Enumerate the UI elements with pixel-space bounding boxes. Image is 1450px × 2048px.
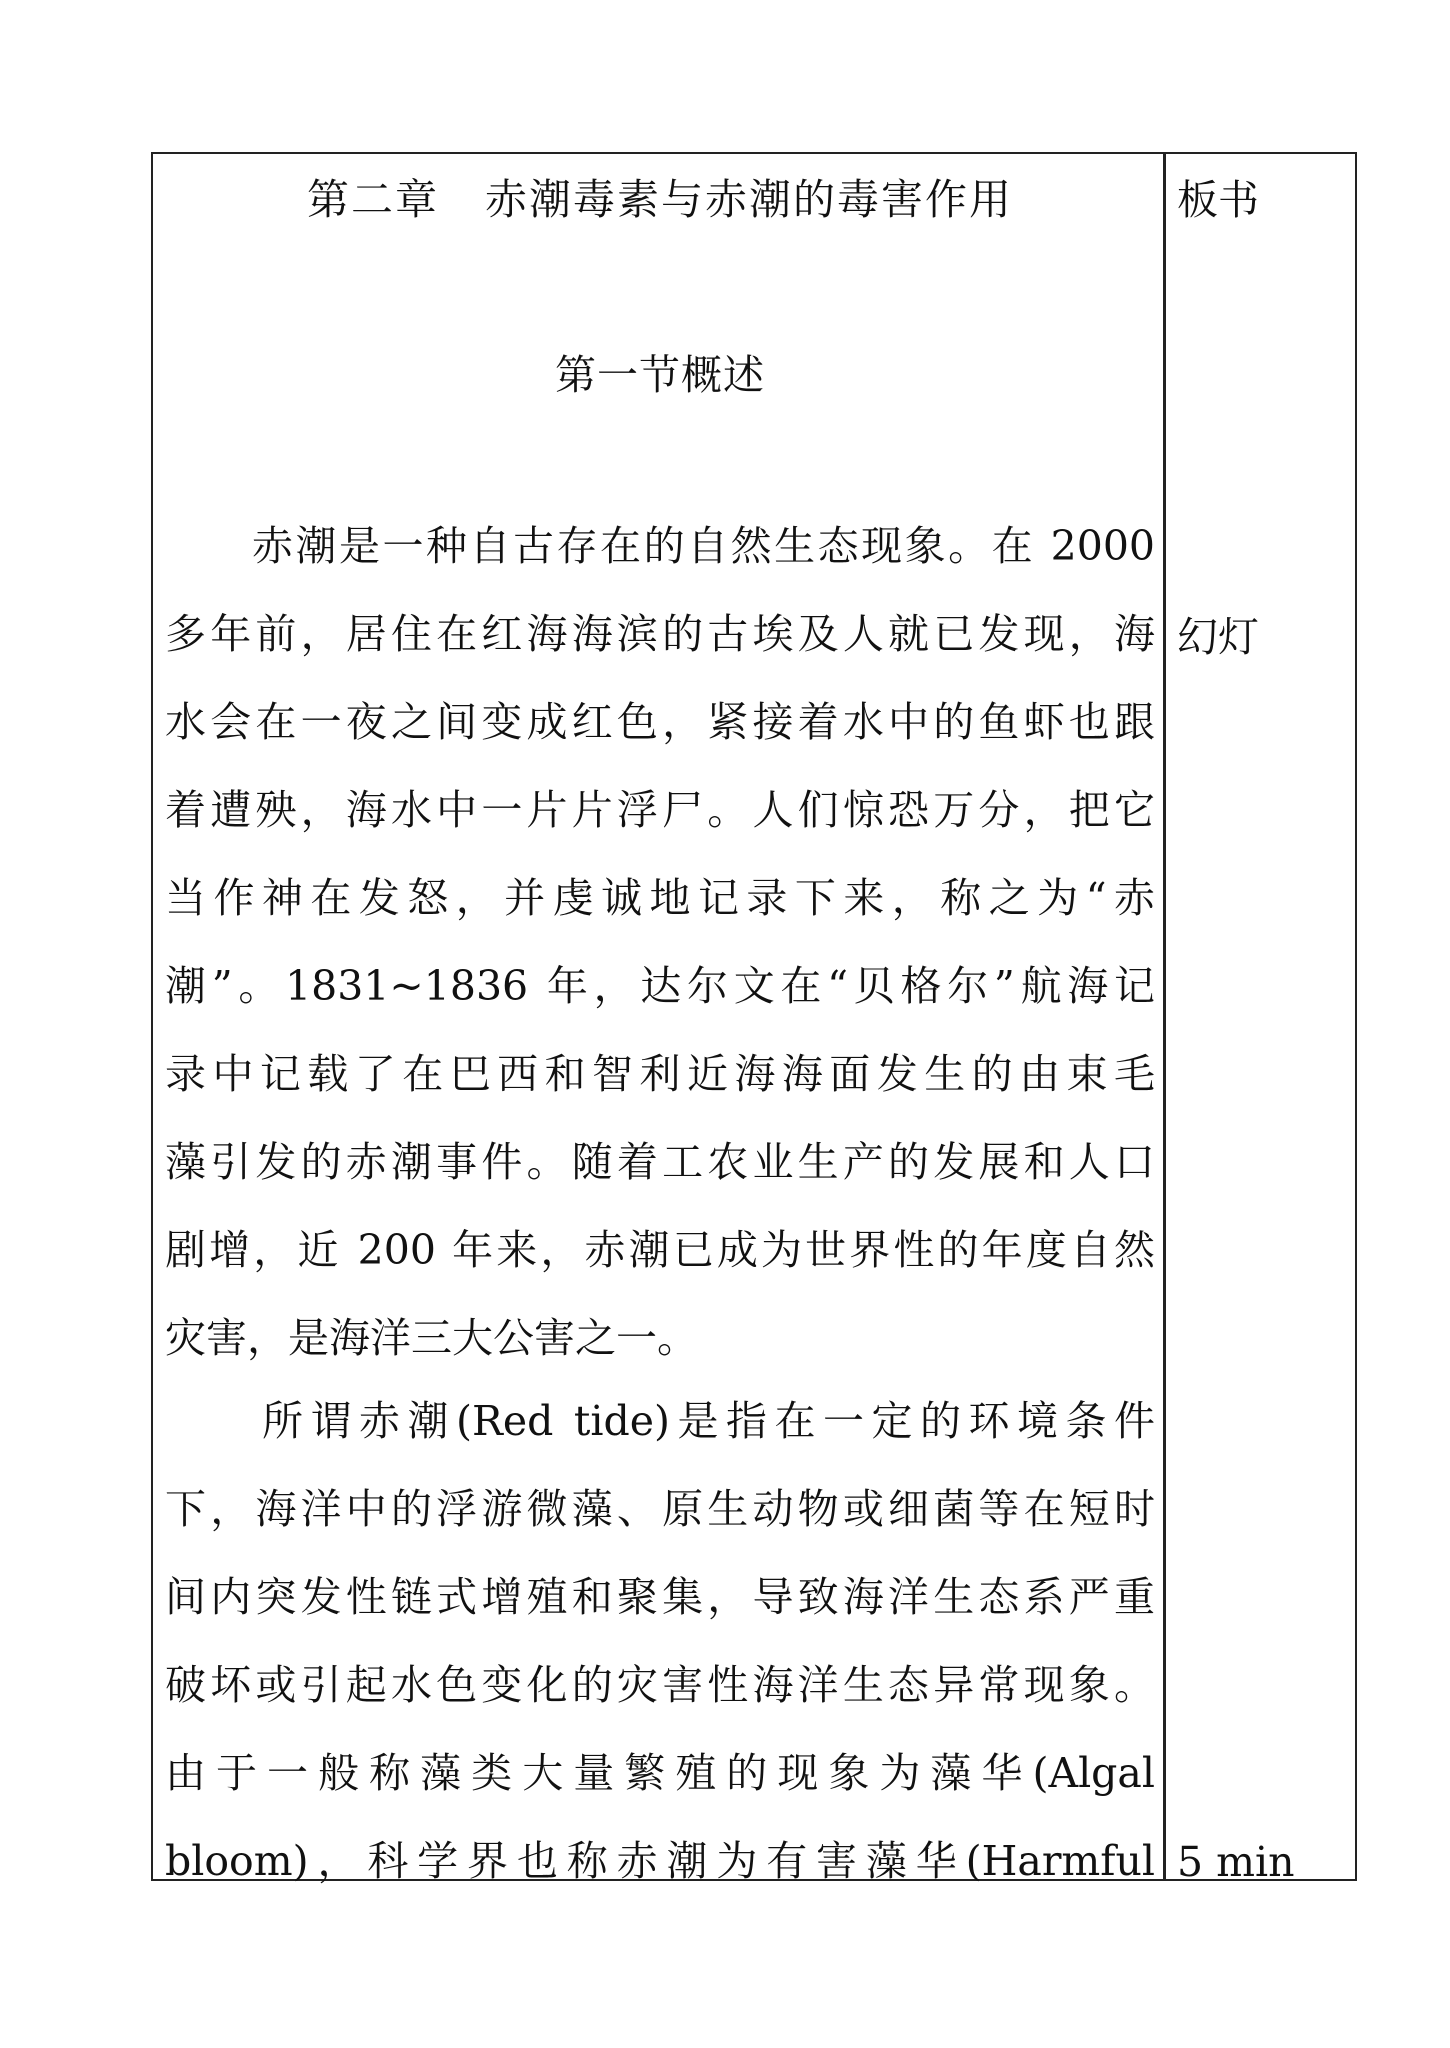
text-line: 所谓赤潮(Red tide)是指在一定的环境条件 — [165, 1397, 1155, 1445]
chapter-title: 第二章 赤潮毒素与赤潮的毒害作用 — [306, 175, 1014, 224]
text-line: 间内突发性链式增殖和聚集，导致海洋生态系严重 — [165, 1573, 1155, 1621]
text-line: 录中记载了在巴西和智利近海海面发生的由束毛 — [165, 1050, 1155, 1098]
text-line: bloom)，科学界也称赤潮为有害藻华(Harmful — [165, 1837, 1155, 1885]
text-line: 着遭殃，海水中一片片浮尸。人们惊恐万分，把它 — [165, 786, 1155, 834]
section-title: 第一节概述 — [555, 351, 765, 399]
note-slides: 幻灯 — [1177, 613, 1259, 661]
column-divider — [1163, 152, 1166, 1881]
text-line: 灾害，是海洋三大公害之一。 — [165, 1314, 698, 1362]
text-line: 赤潮是一种自古存在的自然生态现象。在 2000 — [165, 522, 1155, 570]
text-line: 水会在一夜之间变成红色，紧接着水中的鱼虾也跟 — [165, 698, 1155, 746]
text-line: 下，海洋中的浮游微藻、原生动物或细菌等在短时 — [165, 1485, 1155, 1533]
text-line: 剧增，近 200 年来，赤潮已成为世界性的年度自然 — [165, 1226, 1155, 1274]
note-blackboard: 板书 — [1177, 176, 1259, 224]
text-line: 藻引发的赤潮事件。随着工农业生产的发展和人口 — [165, 1138, 1155, 1186]
paragraph-2 — [165, 1377, 1155, 1905]
text-line: 当作神在发怒，并虔诚地记录下来，称之为“赤 — [165, 874, 1155, 922]
note-duration: 5 min — [1177, 1838, 1295, 1886]
text-line: 破坏或引起水色变化的灾害性海洋生态异常现象。 — [165, 1661, 1155, 1709]
text-line: 潮”。1831~1836 年，达尔文在“贝格尔”航海记 — [165, 962, 1155, 1010]
paragraph-1 — [165, 502, 1155, 1382]
text-line: 多年前，居住在红海海滨的古埃及人就已发现，海 — [165, 610, 1155, 658]
text-line: 由于一般称藻类大量繁殖的现象为藻华(Algal — [165, 1749, 1155, 1797]
